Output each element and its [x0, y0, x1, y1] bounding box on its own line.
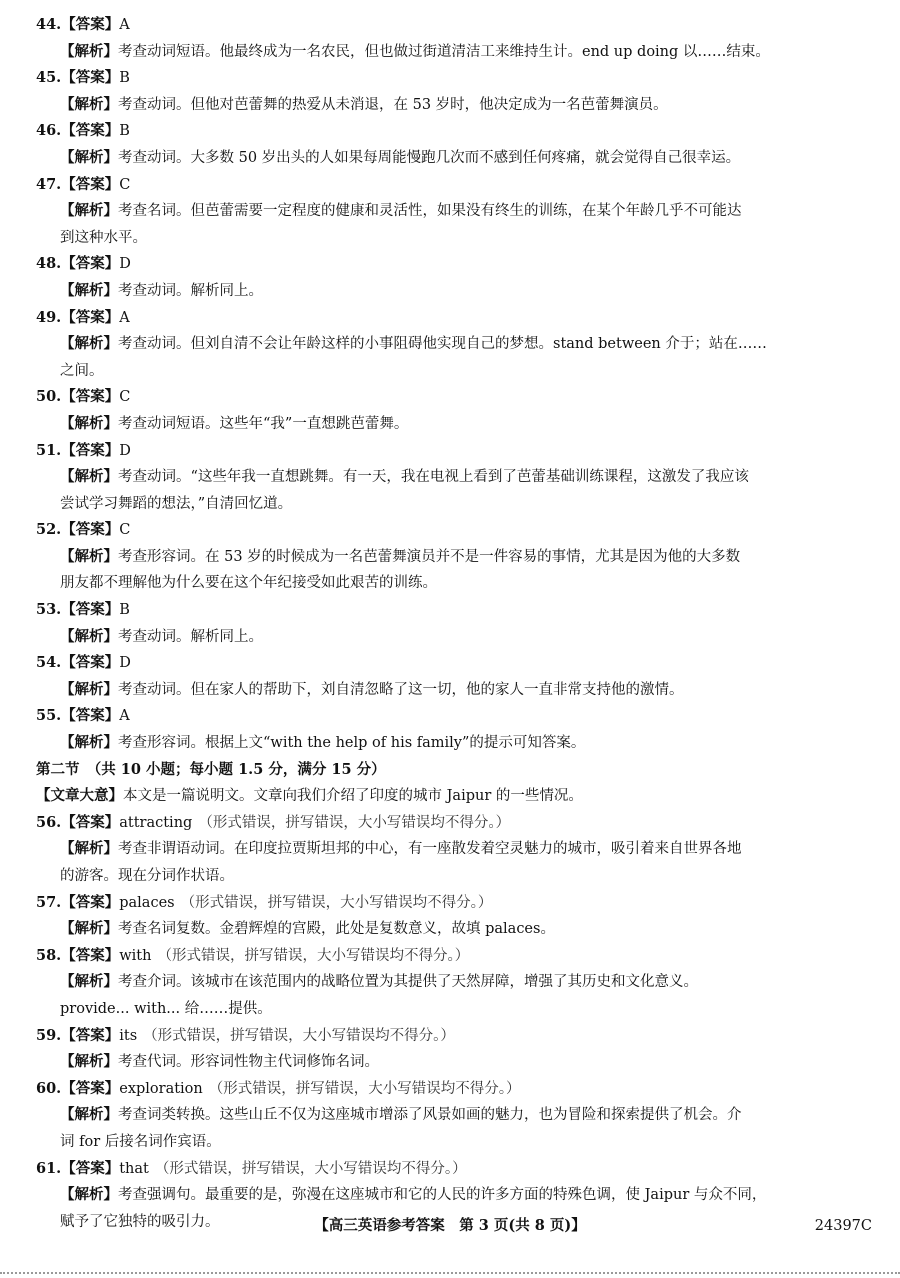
analysis-text: 朋友都不理解他为什么要在这个年纪接受如此艰苦的训练。 [60, 575, 437, 592]
answer-line [36, 703, 866, 730]
answer-line [36, 650, 866, 677]
answer-line [36, 118, 866, 145]
answer-value: with [119, 947, 152, 964]
answer-tag: 【答案】 [61, 69, 120, 87]
answer-value: D [119, 655, 131, 672]
analysis-text: 考查动词。大多数 50 岁出头的人如果每周能慢跑几次而不感到任何疼痛，就会觉得自己很幸运。 [118, 149, 741, 166]
analysis-line [36, 225, 866, 252]
analysis-line [36, 278, 866, 305]
answer-line [36, 438, 866, 465]
answer-tag: 【答案】 [61, 441, 120, 459]
answer-value: D [119, 256, 131, 273]
analysis-line [36, 1182, 866, 1209]
answer-value: B [119, 70, 130, 87]
answer-content [36, 12, 866, 1235]
question-number: 61. [36, 1159, 62, 1177]
analysis-line [36, 916, 866, 943]
analysis-line [36, 863, 866, 890]
analysis-text: 考查动词。但他对芭蕾舞的热爱从未消退，在 53 岁时，他决定成为一名芭蕾舞演员。 [118, 96, 668, 113]
scoring-note: （形式错误，拼写错误，大小写错误均不得分。） [157, 947, 470, 964]
analysis-text: 考查强调句。最重要的是，弥漫在这座城市和它的人民的许多方面的特殊色调，使 Jaipur 与众不同， [118, 1187, 767, 1204]
question-number: 52. [36, 521, 62, 539]
answer-line [36, 1023, 866, 1050]
scoring-note: （形式错误，拼写错误，大小写错误均不得分。） [154, 1160, 467, 1177]
bottom-divider [0, 1272, 900, 1278]
summary-text: 本文是一篇说明文。文章向我们介绍了印度的城市 Jaipur 的一些情况。 [123, 788, 583, 805]
answer-value: its [119, 1027, 138, 1044]
answer-value: A [119, 17, 130, 33]
scoring-note: （形式错误，拼写错误，大小写错误均不得分。） [180, 894, 493, 911]
analysis-tag: 【解析】 [60, 202, 118, 220]
analysis-text: 词 for 后接名词作宾语。 [60, 1133, 221, 1150]
analysis-tag: 【解析】 [60, 95, 118, 113]
analysis-line [36, 624, 866, 651]
answer-tag: 【答案】 [61, 1159, 120, 1177]
analysis-tag: 【解析】 [60, 335, 118, 353]
analysis-line [36, 145, 866, 172]
analysis-tag: 【解析】 [60, 148, 118, 166]
analysis-text: 之间。 [60, 362, 104, 379]
analysis-line [36, 1102, 866, 1129]
answer-item [36, 810, 866, 890]
answer-line [36, 597, 866, 624]
analysis-text: 尝试学习舞蹈的想法，”自清回忆道。 [60, 495, 293, 512]
question-number: 48. [36, 255, 62, 273]
answer-item [36, 438, 866, 518]
page-footer [0, 1214, 900, 1238]
answer-line [36, 305, 866, 332]
analysis-tag: 【解析】 [60, 627, 118, 645]
answer-value: attracting [119, 814, 193, 831]
question-number: 51. [36, 441, 62, 459]
analysis-tag: 【解析】 [60, 973, 118, 991]
analysis-line [36, 969, 866, 996]
answer-item [36, 251, 866, 304]
answer-item [36, 943, 866, 1023]
answer-item [36, 1023, 866, 1076]
answer-value: D [119, 442, 131, 459]
analysis-text: 考查动词。但刘自清不会让年龄这样的小事阻碍他实现自己的梦想。stand between 介于；站在…… [118, 336, 767, 353]
analysis-line [36, 39, 866, 66]
analysis-text: 考查动词短语。他最终成为一名农民，但也做过街道清洁工来维持生计。end up doing 以……结束。 [118, 43, 770, 60]
section-heading: 第二节 （共 10 小题；每小题 1.5 分，满分 15 分） [36, 760, 386, 778]
answer-tag: 【答案】 [61, 1079, 120, 1097]
answer-line [36, 890, 866, 917]
analysis-line [36, 996, 866, 1023]
answer-item [36, 172, 866, 252]
analysis-line [36, 358, 866, 385]
answer-value: C [119, 522, 131, 539]
answer-value: A [119, 708, 130, 725]
answer-tag: 【答案】 [61, 1026, 120, 1044]
analysis-text: 考查形容词。在 53 岁的时候成为一名芭蕾舞演员并不是一件容易的事情，尤其是因为他的大多数 [118, 548, 741, 565]
answer-value: palaces [119, 894, 175, 911]
analysis-tag: 【解析】 [60, 1186, 118, 1204]
analysis-text: 考查形容词。根据上文“with the help of his family”的提示可知答案。 [118, 735, 586, 752]
question-number: 56. [36, 813, 62, 831]
answer-tag: 【答案】 [61, 707, 120, 725]
footer-title: 【高三英语参考答案 第 3 页(共 8 页)】 [314, 1217, 586, 1234]
answer-tag: 【答案】 [61, 16, 120, 33]
question-number: 45. [36, 69, 62, 87]
analysis-line [36, 730, 866, 757]
analysis-text: 考查动词短语。这些年“我”一直想跳芭蕾舞。 [118, 415, 409, 432]
question-number: 50. [36, 388, 62, 406]
analysis-tag: 【解析】 [60, 840, 118, 858]
answer-line [36, 172, 866, 199]
analysis-tag: 【解析】 [60, 414, 118, 432]
summary-tag: 【文章大意】 [36, 787, 123, 805]
analysis-line [36, 411, 866, 438]
answer-line [36, 384, 866, 411]
question-number: 46. [36, 122, 62, 140]
scoring-note: （形式错误，拼写错误，大小写错误均不得分。） [143, 1027, 455, 1044]
answer-tag: 【答案】 [61, 122, 120, 140]
answer-tag: 【答案】 [61, 601, 120, 619]
analysis-tag: 【解析】 [60, 281, 118, 299]
answer-value: B [119, 602, 130, 619]
answer-item [36, 597, 866, 650]
analysis-line [36, 491, 866, 518]
analysis-line [36, 677, 866, 704]
question-number: 54. [36, 654, 62, 672]
analysis-line [36, 92, 866, 119]
analysis-tag: 【解析】 [60, 680, 118, 698]
analysis-text: 考查动词。解析同上。 [118, 282, 263, 299]
analysis-text: 考查名词。但芭蕾需要一定程度的健康和灵活性，如果没有终生的训练，在某个年龄几乎不可能达 [118, 203, 742, 220]
analysis-line [36, 198, 866, 225]
answer-tag: 【答案】 [61, 654, 120, 672]
question-number: 47. [36, 175, 62, 193]
analysis-text: 考查介词。该城市在该范围内的战略位置为其提供了天然屏障，增强了其历史和文化意义。 [118, 974, 698, 991]
answer-tag: 【答案】 [61, 255, 120, 273]
answer-line [36, 1076, 866, 1103]
analysis-text: 考查代词。形容词性物主代词修饰名词。 [118, 1054, 379, 1071]
answer-item [36, 65, 866, 118]
question-number: 53. [36, 601, 62, 619]
analysis-text: 考查名词复数。金碧辉煌的宫殿，此处是复数意义，故填 palaces。 [118, 921, 555, 938]
answer-line [36, 65, 866, 92]
answer-item [36, 118, 866, 171]
answer-tag: 【答案】 [61, 813, 120, 831]
analysis-text: provide... with... 给……提供。 [60, 1000, 272, 1017]
analysis-text: 考查动词。但在家人的帮助下，刘自清忽略了这一切，他的家人一直非常支持他的激情。 [118, 681, 684, 698]
answer-line [36, 943, 866, 970]
answer-line [36, 12, 866, 39]
answer-value: B [119, 123, 130, 140]
answer-item [36, 703, 866, 756]
scoring-note: （形式错误，拼写错误，大小写错误均不得分。） [198, 814, 511, 831]
analysis-line [36, 331, 866, 358]
question-number: 49. [36, 308, 62, 326]
answer-line [36, 251, 866, 278]
analysis-line [36, 1049, 866, 1076]
analysis-tag: 【解析】 [60, 42, 118, 60]
analysis-text: 考查动词。解析同上。 [118, 628, 263, 645]
answer-line [36, 1156, 866, 1183]
analysis-tag: 【解析】 [60, 734, 118, 752]
answer-tag: 【答案】 [61, 893, 120, 911]
analysis-text: 考查词类转换。这些山丘不仅为这座城市增添了风景如画的魅力，也为冒险和探索提供了机会。介 [118, 1107, 742, 1124]
analysis-tag: 【解析】 [60, 1106, 118, 1124]
question-number: 55. [36, 707, 62, 725]
answer-tag: 【答案】 [61, 946, 120, 964]
answer-item [36, 650, 866, 703]
analysis-line [36, 544, 866, 571]
question-number: 59. [36, 1026, 62, 1044]
answer-tag: 【答案】 [61, 388, 120, 406]
answer-value: C [119, 176, 131, 193]
footer-exam-code: 24397C [814, 1218, 872, 1234]
analysis-tag: 【解析】 [60, 468, 118, 486]
answer-tag: 【答案】 [61, 308, 120, 326]
analysis-tag: 【解析】 [60, 920, 118, 938]
question-number: 60. [36, 1079, 62, 1097]
analysis-tag: 【解析】 [60, 547, 118, 565]
article-summary [36, 783, 866, 810]
analysis-text: 考查动词。“这些年我一直想跳舞。有一天，我在电视上看到了芭蕾基础训练课程，这激发了我应该 [118, 469, 749, 486]
analysis-text: 考查非谓语动词。在印度拉贾斯坦邦的中心，有一座散发着空灵魅力的城市，吸引着来自世界各地 [118, 841, 742, 858]
analysis-text: 到这种水平。 [60, 229, 147, 246]
answer-value: exploration [119, 1080, 203, 1097]
answer-tag: 【答案】 [61, 521, 120, 539]
answer-line [36, 810, 866, 837]
answer-item [36, 517, 866, 597]
question-number: 44. [36, 16, 62, 33]
question-number: 57. [36, 893, 62, 911]
analysis-line [36, 1129, 866, 1156]
answer-item [36, 305, 866, 385]
answer-item [36, 890, 866, 943]
answer-item [36, 12, 866, 65]
analysis-text: 的游客。现在分词作状语。 [60, 868, 234, 884]
answer-tag: 【答案】 [61, 175, 120, 193]
question-number: 58. [36, 946, 62, 964]
answer-value: A [119, 309, 130, 326]
scoring-note: （形式错误，拼写错误，大小写错误均不得分。） [208, 1080, 521, 1097]
answer-line [36, 517, 866, 544]
analysis-line [36, 836, 866, 863]
answer-item [36, 1076, 866, 1156]
answer-value: that [119, 1160, 149, 1177]
answer-item [36, 384, 866, 437]
answer-value: C [119, 389, 131, 406]
analysis-line [36, 570, 866, 597]
analysis-tag: 【解析】 [60, 1053, 118, 1071]
analysis-line [36, 464, 866, 491]
analysis-text: 赋予了它独特的吸引力。 [60, 1213, 220, 1230]
